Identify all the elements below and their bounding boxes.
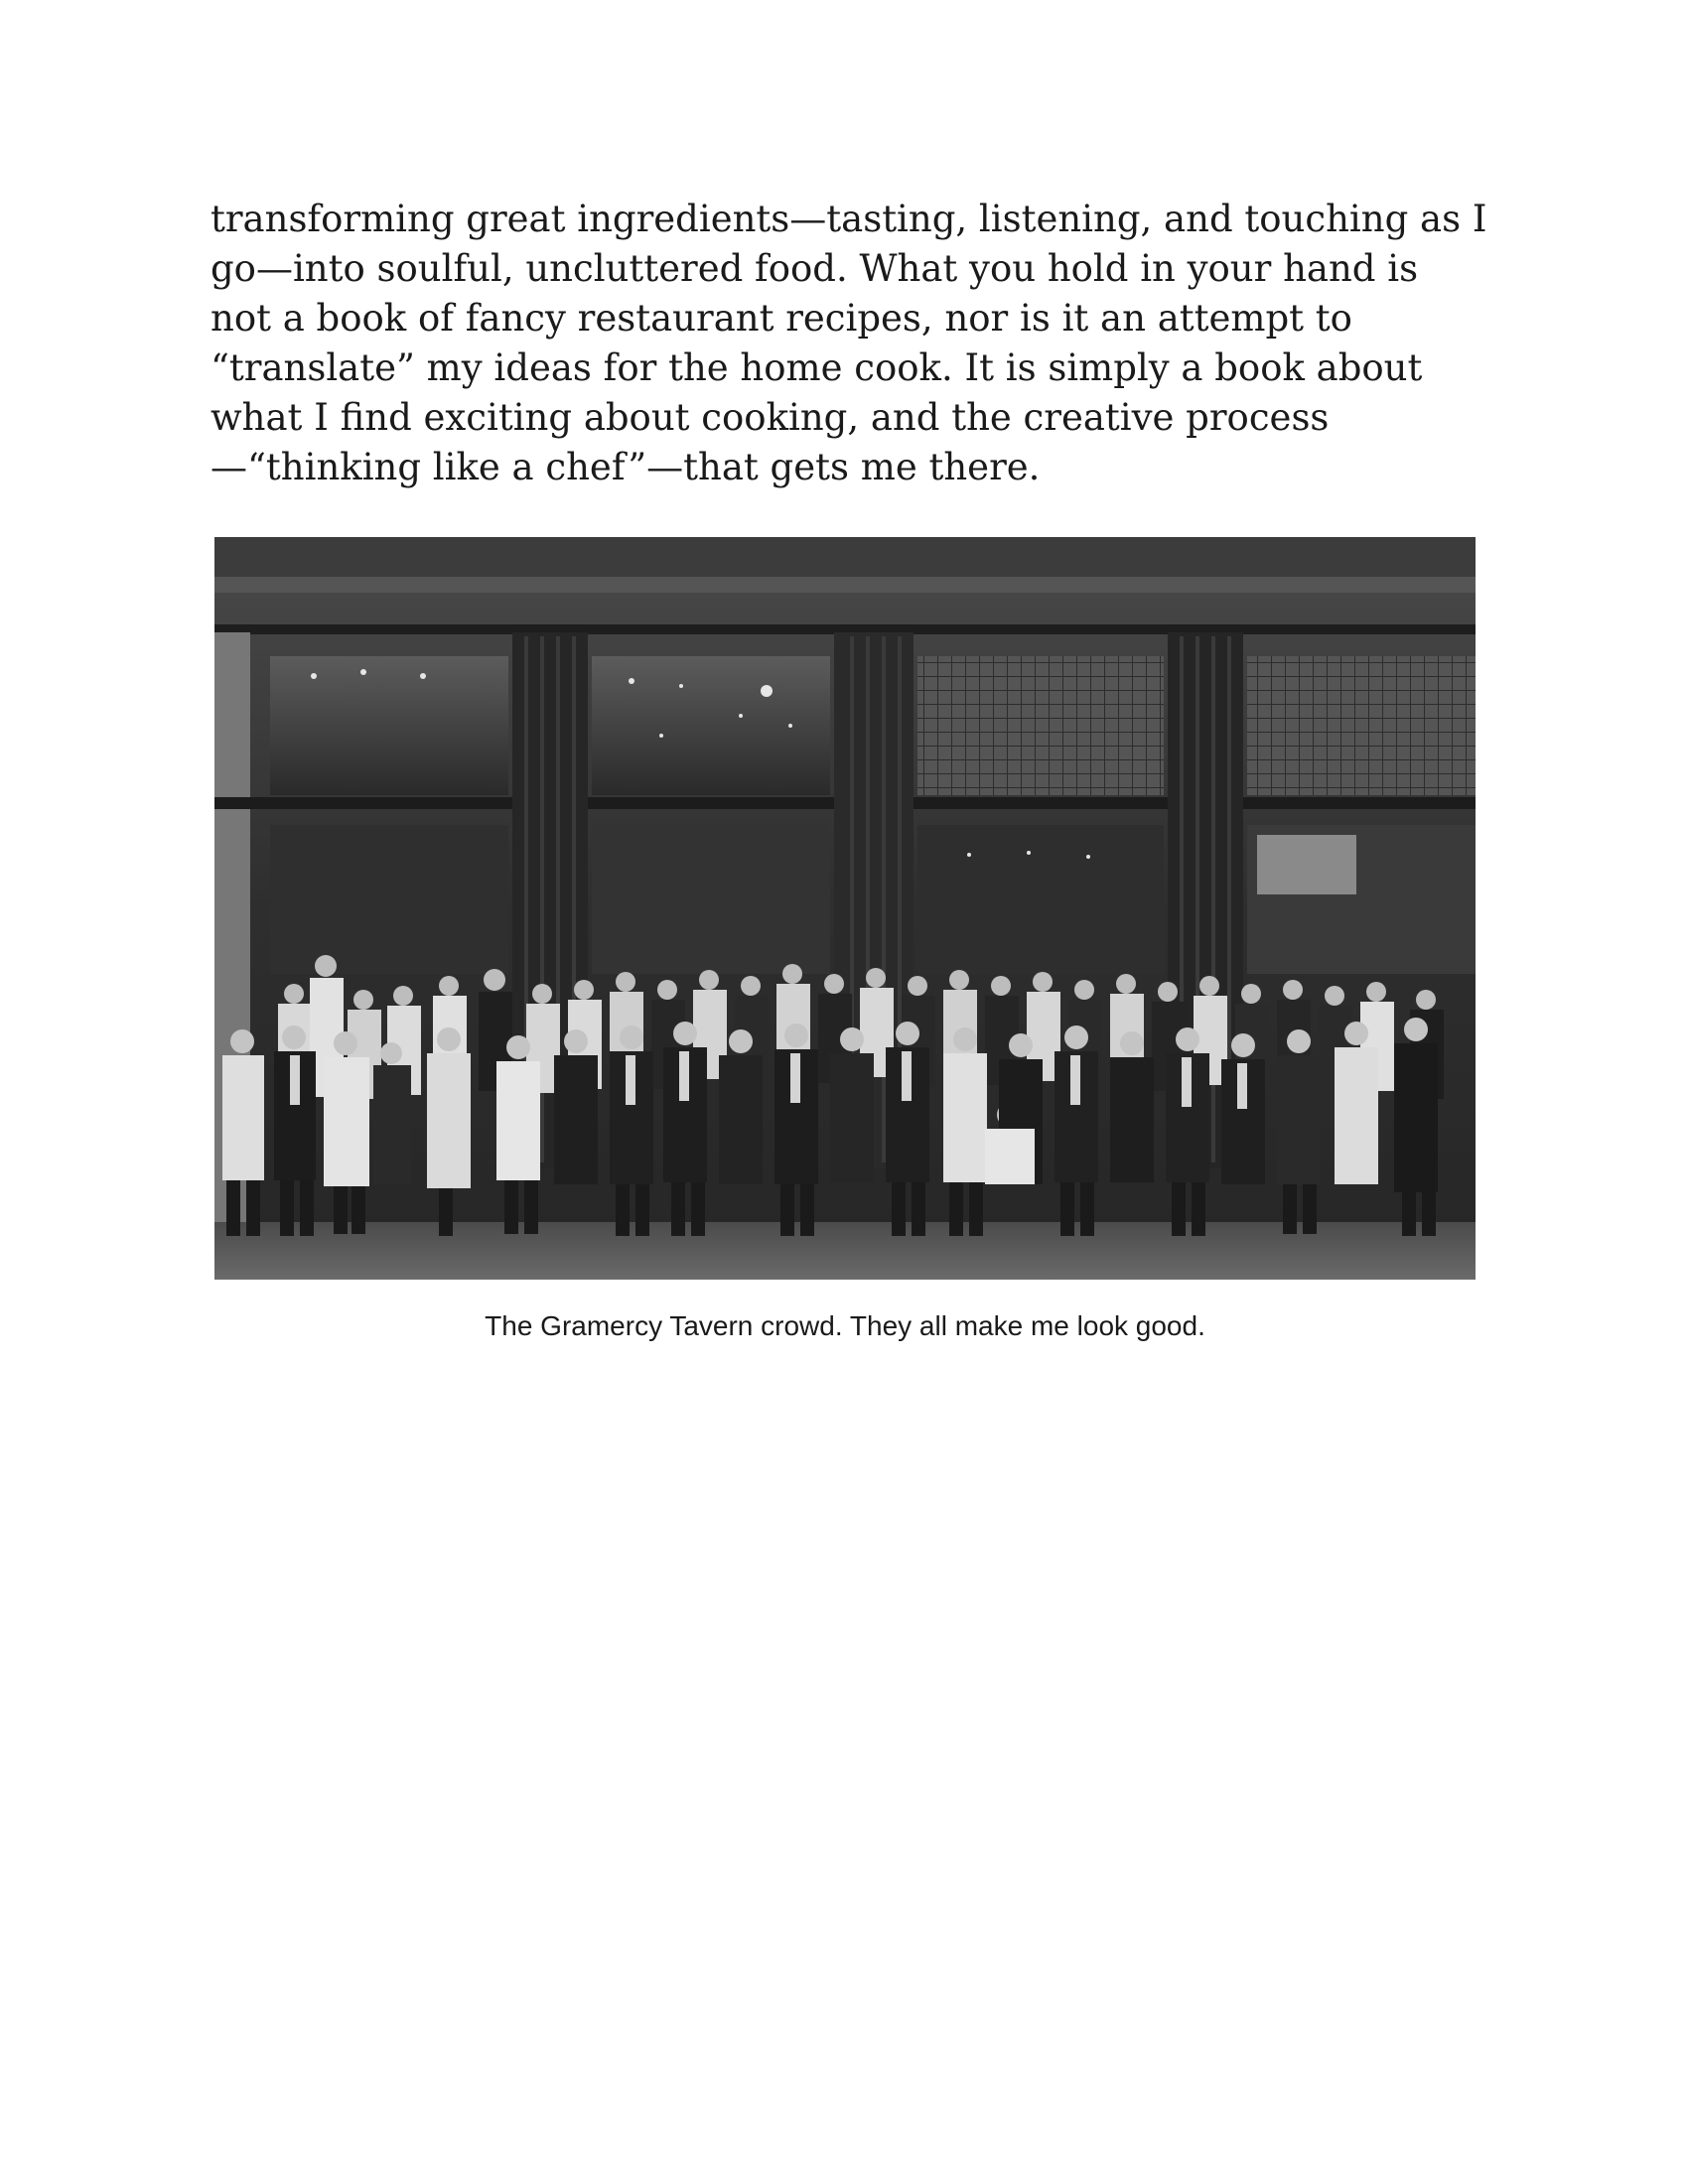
group-photo-illustration [214,537,1476,1280]
paragraph-line: “translate” my ideas for the home cook. It is simply a book about [211,346,1423,389]
group-photo [214,537,1476,1280]
paragraph-line: transforming great ingredients—tasting, listening, and touching as I [211,198,1487,240]
paragraph-line: what I find exciting about cooking, and the creative process [211,396,1330,439]
photo-caption: The Gramercy Tavern crowd. They all make me look good. [485,1310,1205,1341]
paragraph-line: go—into soulful, uncluttered food. What you hold in your hand is [211,247,1419,290]
paragraph-line: —“thinking like a chef”—that gets me there. [211,446,1041,488]
body-paragraph [211,195,1501,492]
paragraph-line: not a book of fancy restaurant recipes, nor is it an attempt to [211,297,1352,340]
